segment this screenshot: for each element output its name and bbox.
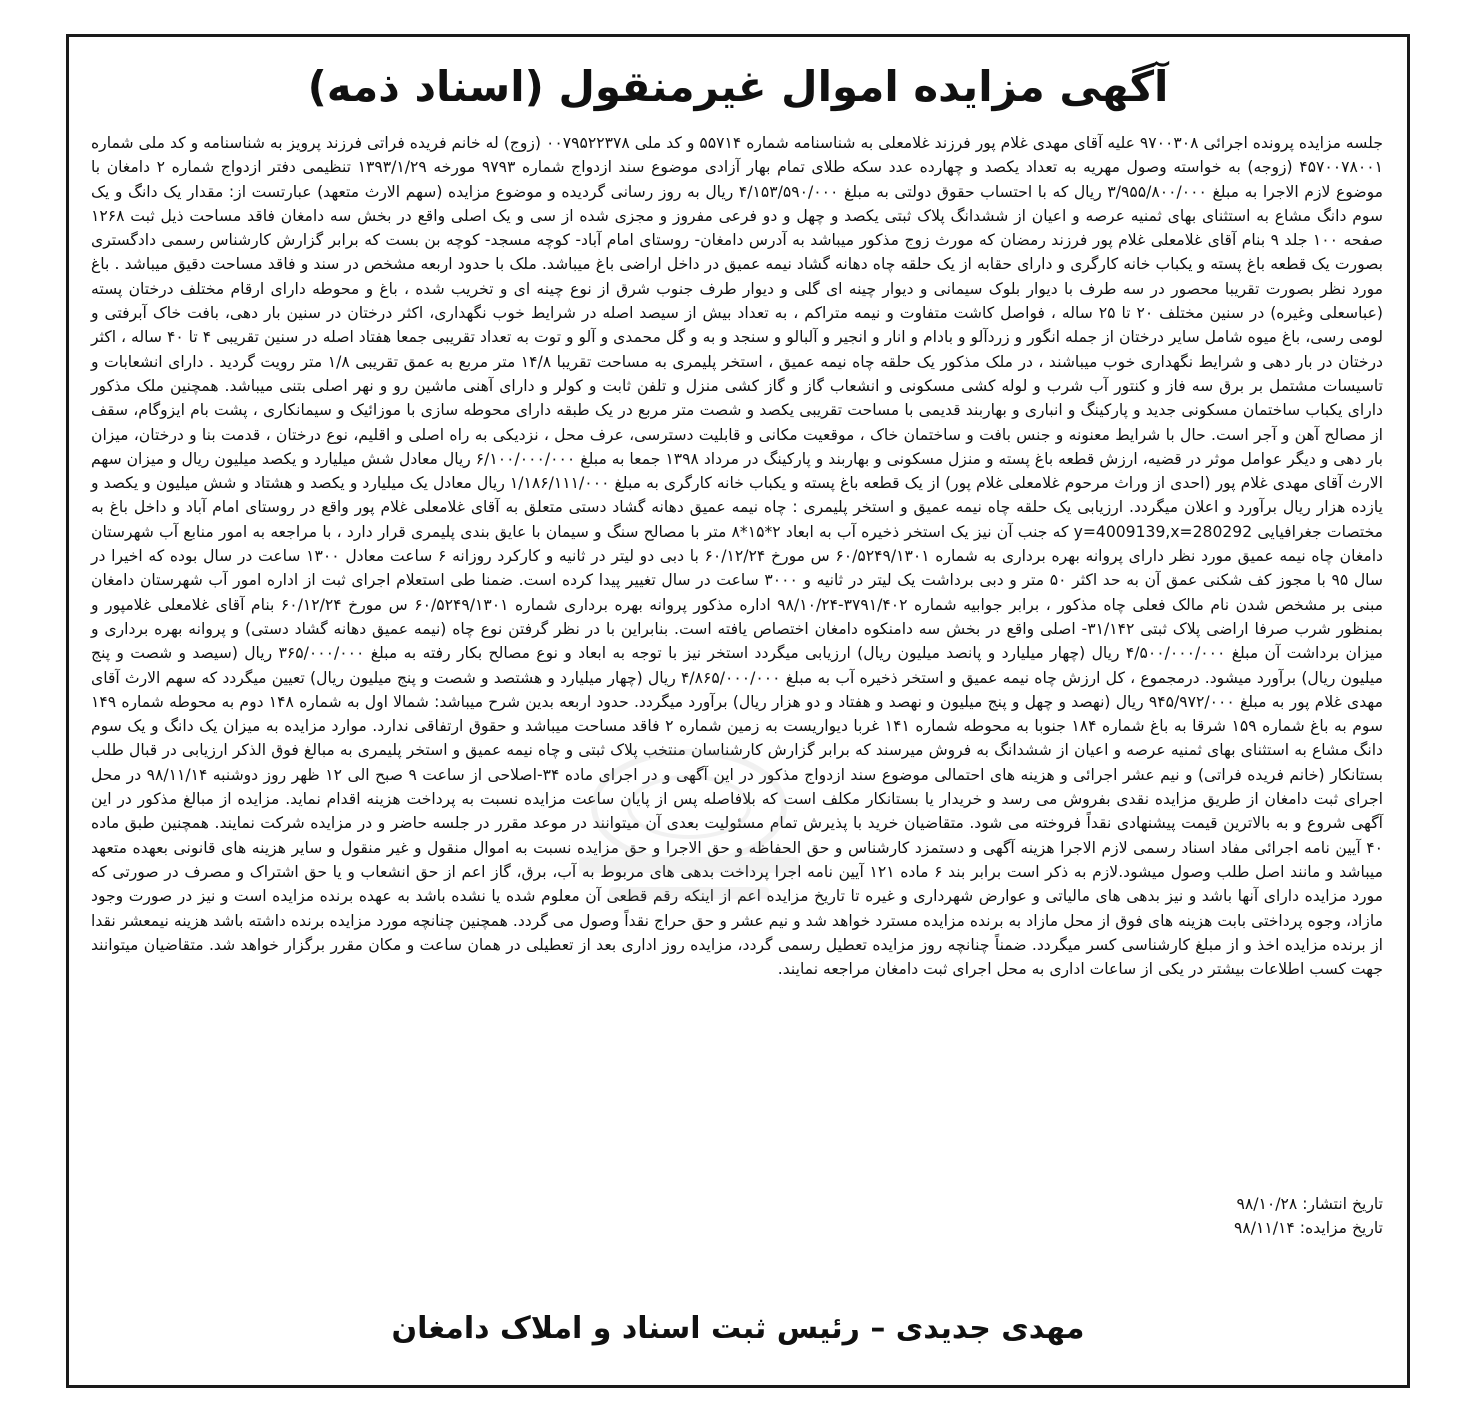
notice-frame <box>66 34 1410 1388</box>
notice-body: جلسه مزایده پرونده اجرائی ۹۷۰۰۳۰۸ علیه آقای مهدی غلام پور فرزند غلامعلی به شناسنامه شماره ۵۵۷۱۴ و کد ملی ۰۰۷۹۵۲۲۳۷۸ (زوج) له خانم فریده فراتی فرزند پرویز به شناسنامه و کد ملی شماره ۴۵۷۰۰۷۸۰۰۱ (زوجه) به خواسته وصول مهریه به تعداد یکصد و چهارده عدد سکه طلای تمام بهار آزادی موضوع سند ازدواج شماره ۹۷۹۳ مورخه ۱۳۹۳/۱/۲۹ تنظیمی دفتر ازدواج شماره ۲ دامغان با موضوع لازم الاجرا به مبلغ ۳/۹۵۵/۸۰۰/۰۰۰ ریال که با احتساب حقوق دولتی به مبلغ ۴/۱۵۳/۵۹۰/۰۰۰ ریال به روز رسانی گردیده و موضوع مزایده (سهم الارث متعهد) عبارتست از: مقدار یک دانگ و یک سوم دانگ مشاع به استثنای بهای ثمنیه عرصه و اعیان از ششدانگ پلاک ثبتی یکصد و چهل و دو فرعی مفروز و مجزی شده از سی و یک اصلی واقع در بخش سه دامغان فاقد مساحت ذیل ثبت ۱۲۶۸ صفحه ۱۰۰ جلد ۹ بنام آقای غلامعلی غلام پور فرزند رمضان که مورث زوج مذکور میباشد به آدرس دامغان- روستای امام آباد- کوچه مسجد- کوچه بن بست که برابر گزارش کارشناس رسمی دادگستری بصورت یک قطعه باغ پسته و یکباب خانه کارگری و دارای حقابه از یک حلقه چاه دهانه گشاد نیمه عمیق در داخل اراضی باغ میباشد. ملک با حدود اربعه مشخص در سند و فاقد مساحت دقیق میباشد . باغ مورد نظر بصورت تقریبا محصور در سه طرف با دیوار بلوک سیمانی و دیوار چینه ای گلی و دیوار طرف جنوب شرق از نوع چینه ای و تخریب شده ، باغ و محوطه دارای ارقام مختلف درختان پسته (عباسعلی وغیره) در سنین مختلف ۲۰ تا ۲۵ ساله ، فواصل کاشت متفاوت و نیمه متراکم ، به تعداد بیش از سیصد اصله در شرایط خوب نگهداری، اکثر درختان در سنین بار دهی، بافت خاک آبرفتی و لومی رسی، باغ میوه شامل سایر درختان از جمله انگور و زردآلو و بادام و انار و انجیر و آلبالو و سنجد و به و گل محمدی و آلو و توت به تعداد تقریبی جمعا هفتاد اصله در سنین تقریبی ۴ تا ۴۰ ساله ، اکثر درختان در بار دهی و شرایط نگهداری خوب میباشند ، در ملک مذکور یک حلقه چاه نیمه عمیق ، استخر پلیمری به مساحت تقریبا ۱۴/۸ متر مربع به عمق تقریبی ۱/۸ متر رویت گردید . دارای انشعابات و تاسیسات مشتمل بر برق سه فاز و کنتور آب شرب و لوله کشی مسکونی و انشعاب گاز و گاز کشی منزل و تلفن ثابت و کولر و دارای آهنی ماشین رو و نهر اصلی بتنی میباشد. همچنین ملک مذکور دارای یکباب ساختمان مسکونی جدید و پارکینگ و انباری و بهاربند قدیمی با مساحت تقریبی یکصد و شصت متر مربع در یک طبقه دارای محوطه سازی با موزائیک و سیمانکاری ، پشت بام ایزوگام، سقف از مصالح آهن و آجر است. حال با شرایط معنونه و جنس بافت و ساختمان خاک ، موقعیت مکانی و قابلیت دسترسی، عرف محل ، نزدیکی به راه اصلی و اقلیم، نوع درختان ، قدمت بنا و درختان، میزان بار دهی و دیگر عوامل موثر در قضیه، ارزش قطعه باغ پسته و منزل مسکونی و بهاربند و پارکینگ در مرداد ۱۳۹۸ جمعا به مبلغ ۶/۱۰۰/۰۰۰/۰۰۰ ریال معادل شش میلیارد و یکصد میلیون ریال و میزان سهم الارث آقای مهدی غلام پور (احدی از وراث مرحوم غلامعلی غلام پور) از یک قطعه باغ پسته و یکباب خانه کارگری به مبلغ ۱/۱۸۶/۱۱۱/۰۰۰ ریال معادل یک میلیارد و یکصد و هشتاد و شش میلیون و یکصد و یازده هزار ریال برآورد و اعلان میگردد. ارزیابی یک حلقه چاه نیمه عمیق و استخر پلیمری : چاه نیمه عمیق دهانه گشاد دستی متعلق به آقای غلامعلی غلام پور واقع در روستای امام آباد و داخل باغ به مختصات جغرافیایی y=4009139,x=280292 که جنب آن نیز یک استخر ذخیره آب به ابعاد ۲*۱۵*۸ متر با مصالح سنگ و سیمان با عایق بندی پلیمری قرار دارد ، با مراجعه به امور منابع آب شهرستان دامغان چاه نیمه عمیق مورد نظر دارای پروانه بهره برداری به شماره ۶۰/۵۲۴۹/۱۳۰۱ س مورخ ۶۰/۱۲/۲۴ با دبی دو لیتر در ثانیه و کارکرد روزانه ۶ ساعت معادل ۱۳۰۰ ساعت در سال بوده که اخیرا در سال ۹۵ با مجوز کف شکنی عمق آن به حد اکثر ۵۰ متر و دبی برداشت یک لیتر در ثانیه و ۳۰۰۰ ساعت در سال تغییر پیدا کرده است. ضمنا طی استعلام اجرای ثبت از اداره امور آب شهرستان دامغان مبنی بر مشخص شدن نام مالک فعلی چاه مذکور ، برابر جوابیه شماره ۳۷۹۱/۴۰۲-۹۸/۱۰/۲۴ اداره مذکور پروانه بهره برداری شماره ۶۰/۵۲۴۹/۱۳۰۱ س مورخ ۶۰/۱۲/۲۴ بنام آقای غلامعلی غلامپور و بمنظور شرب صرفا اراضی پلاک ثبتی ۳۱/۱۴۲- اصلی واقع در بخش سه دامنکوه دامغان اختصاص یافته است. بنابراین با در نظر گرفتن نوع چاه (نیمه عمیق دهانه گشاد دستی) و پروانه بهره برداری و میزان برداشت آن مبلغ ۴/۵۰۰/۰۰۰/۰۰۰ ریال (چهار میلیارد و پانصد میلیون ریال) ارزیابی میگردد استخر نیز با توجه به ابعاد و نوع مصالح بکار رفته به مبلغ ۳۶۵/۰۰۰/۰۰۰ ریال (سیصد و شصت و پنج میلیون ریال) برآورد میشود. درمجموع ، کل ارزش چاه نیمه عمیق و استخر ذخیره آب به مبلغ ۴/۸۶۵/۰۰۰/۰۰۰ ریال (چهار میلیارد و هشتصد و شصت و پنج میلیون ریال) تعیین میگردد که سهم الارث آقای مهدی غلام پور به مبلغ ۹۴۵/۹۷۲/۰۰۰ ریال (نهصد و چهل و پنج میلیون و نهصد و هفتاد و دو هزار ریال) برآورد میگردد. حدود اربعه بدین شرح میباشد: شمالا اول به شماره ۱۴۸ دوم به محوطه شماره ۱۴۹ سوم به باغ شماره ۱۵۹ شرقا به باغ شماره ۱۸۴ جنوبا به محوطه شماره ۱۴۱ غربا دیواریست به زمین شماره ۲ فاقد مساحت میباشد و حقوق ارتفاقی ندارد. موارد مزایده به میزان یک دانگ و یک سوم دانگ مشاع به استثنای بهای ثمنیه عرصه و اعیان از ششدانگ به فروش میرسند که برابر گزارش کارشناسان منتخب پلاک ثبتی و چاه نیمه عمیق و استخر پلیمری به مبالغ فوق الذکر ارزیابی در قبال طلب بستانکار (خانم فریده فراتی) و نیم عشر اجرائی و هزینه های احتمالی موضوع سند ازدواج مذکور در این آگهی و در اجرای ماده ۳۴-اصلاحی از ساعت ۹ صبح الی ۱۲ ظهر روز دوشنبه ۹۸/۱۱/۱۴ در محل اجرای ثبت دامغان از طریق مزایده نقدی بفروش می رسد و خریدار یا بستانکار مکلف است که بلافاصله پس از پایان ساعت مزایده نسبت به پرداخت هزینه اقدام نماید. مزایده از مبالغ مذکور در این آگهی شروع و به بالاترین قیمت پیشنهادی نقداً فروخته می شود. متقاضیان خرید با پذیرش تمام مسئولیت بعدی آن میتوانند در موعد مقرر در جلسه حاضر و در مزایده شرکت نمایند. همچنین طبق ماده ۴۰ آیین نامه اجرائی مفاد اسناد رسمی لازم الاجرا هزینه آگهی و دستمزد کارشناس و حق الحفاظه و حق الاجرا و حق مزایده نسبت به اموال منقول و غیر منقول و سایر هزینه های قانونی بعهده متعهد میباشد و مانند اصل طلب وصول میشود.لازم به ذکر است برابر بند ۶ ماده ۱۲۱ آیین نامه اجرا پرداخت بدهی های مربوط به آب، برق، گاز اعم از حق انشعاب و یا حق اشتراک و مصرف در صورتی که مورد مزایده دارای آنها باشد و نیز بدهی های مالیاتی و عوارض شهرداری و غیره تا تاریخ مزایده اعم از اینکه رقم قطعی آن معلوم شده یا نشده باشد به عهده برنده مزایده است و نیز در صورت وجود مازاد، وجوه پرداختی بابت هزینه های فوق از محل مازاد به برنده مزایده مسترد خواهد شد و نیم عشر و حق حراج نقداً وصول می گردد. همچنین چنانچه مورد مزایده برنده داشته باشد هزینه نیمعشر نقدا از برنده مزایده اخذ و از مبلغ کارشناسی کسر میگردد. ضمناً چنانچه روز مزایده تعطیل رسمی گردد، مزایده روز اداری بعد از تعطیلی در همان ساعت و مکان مقرر برگزار خواهد شد. متقاضیان میتوانند جهت کسب اطلاعات بیشتر در یکی از ساعات اداری به محل اجرای ثبت دامغان مراجعه نمایند. <box>91 134 1384 979</box>
auction-date: تاریخ مزایده: ۹۸/۱۱/۱۴ <box>1234 1219 1383 1238</box>
signature: مهدی جدیدی – رئیس ثبت اسناد و املاک دامغان <box>391 1311 1085 1346</box>
notice-dates <box>1234 1192 1383 1241</box>
publish-date: تاریخ انتشار: ۹۸/۱۰/۲۸ <box>1236 1195 1383 1213</box>
notice-title: آگهی مزایده اموال غیرمنقول (اسناد ذمه) <box>307 62 1169 111</box>
